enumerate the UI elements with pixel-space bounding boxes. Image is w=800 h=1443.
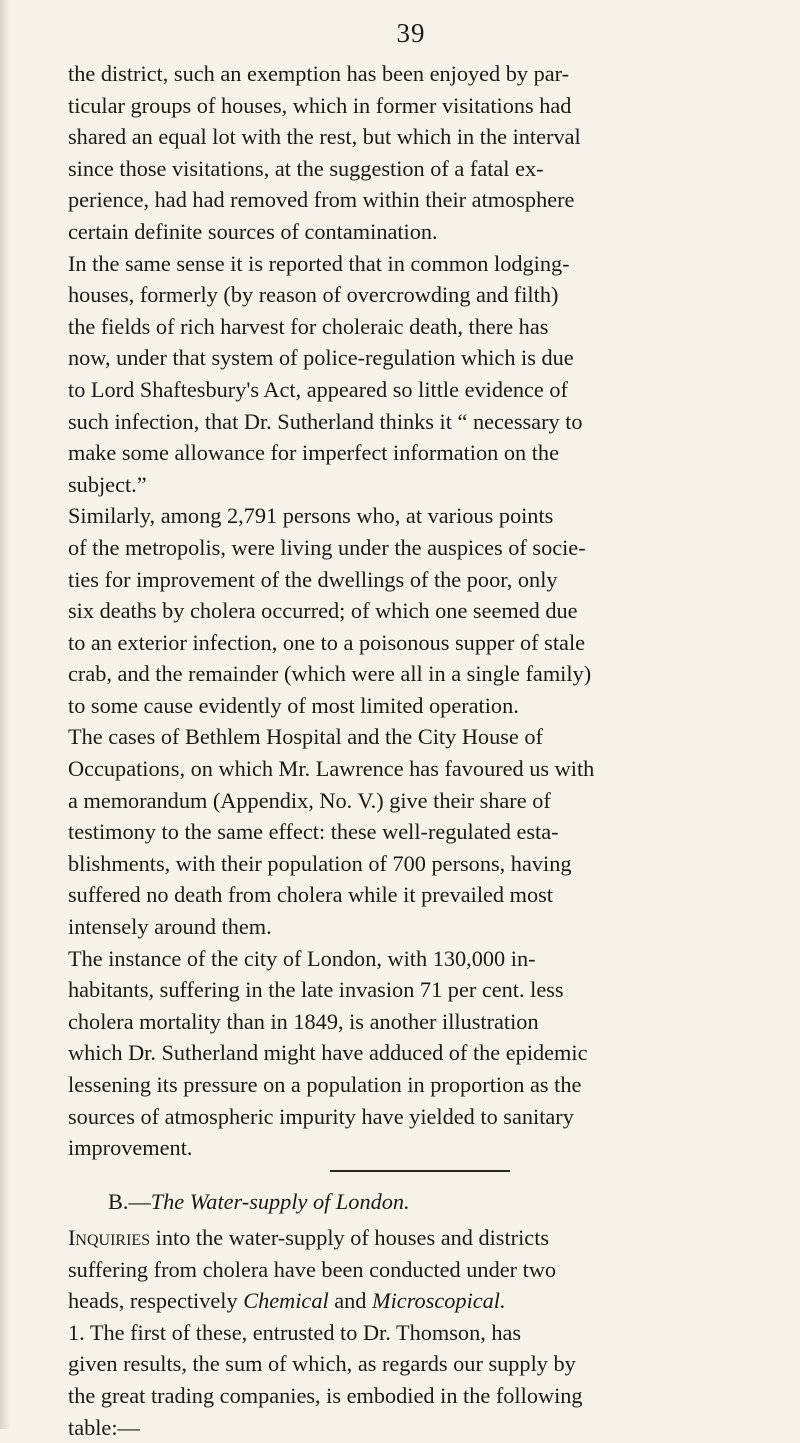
text-line: lessening its pressure on a population in proportion as the (68, 1072, 582, 1097)
text-line: 1. The first of these, entrusted to Dr. Thomson, has (68, 1319, 522, 1345)
text-line: improvement. (68, 1135, 193, 1161)
text-line: houses, formerly (by reason of overcrowding and filth) (68, 282, 559, 308)
text-line: testimony to the same effect: these well-regulated esta- (68, 819, 559, 845)
text-line: perience, had had removed from within their atmosphere (68, 187, 575, 213)
text-line: a memorandum (Appendix, No. V.) give their share of (68, 787, 551, 813)
text-line: sources of atmospheric impurity have yielded to sanitary (68, 1103, 574, 1129)
text-line: to an exterior infection, one to a poisonous supper of stale (68, 629, 586, 655)
text-line: ticular groups of houses, which in former visitations had (68, 92, 572, 118)
italic-term: Microscopical. (372, 1288, 506, 1314)
text-line: Similarly, among 2,791 persons who, at various points (68, 503, 554, 529)
text-line: suffering from cholera have been conducted under two (68, 1256, 557, 1282)
section-label: B.— (108, 1189, 151, 1214)
text-line (68, 1285, 768, 1317)
text-line: the fields of rich harvest for choleraic death, there has (68, 313, 549, 339)
text-line: table:— (68, 1414, 140, 1440)
text-line: which Dr. Sutherland might have adduced of the epidemic (68, 1040, 588, 1066)
text-line: intensely around them. (68, 914, 272, 940)
drop-word: Inquiries (68, 1225, 151, 1250)
text-line: such infection, that Dr. Sutherland thinks it “ necessary to (68, 408, 583, 434)
text-line: since those visitations, at the suggestion of a fatal ex- (68, 155, 544, 181)
text-line: suffered no death from cholera while it prevailed most (68, 882, 554, 908)
text-line: the great trading companies, is embodied in the following (68, 1382, 583, 1408)
text-fragment: into the water-supply of houses and districts (150, 1225, 550, 1250)
italic-term: Chemical (243, 1288, 329, 1314)
text-line: habitants, suffering in the late invasion 71 per cent. less (68, 977, 564, 1003)
section-title: The Water-supply of London. (150, 1189, 410, 1214)
text-line: given results, the sum of which, as regards our supply by (68, 1351, 576, 1377)
text-line: blishments, with their population of 700 persons, having (68, 850, 572, 876)
text-line: Occupations, on which Mr. Lawrence has favoured us with (68, 756, 595, 782)
text-line (68, 1222, 768, 1254)
text-line: The instance of the city of London, with 130,000 in- (68, 945, 536, 971)
text-fragment: heads, respectively (68, 1288, 244, 1314)
text-fragment: and (328, 1288, 373, 1314)
text-line: ties for improvement of the dwellings of the poor, only (68, 566, 558, 592)
text-line: now, under that system of police-regulation which is due (68, 345, 574, 371)
text-line: six deaths by cholera occurred; of which one seemed due (68, 598, 578, 624)
body-text-upper (68, 58, 768, 1164)
text-line: In the same sense it is reported that in common lodging- (68, 250, 570, 276)
text-line: to some cause evidently of most limited operation. (68, 692, 519, 718)
text-line: make some allowance for imperfect information on the (68, 440, 559, 466)
text-line: to Lord Shaftesbury's Act, appeared so little evidence of (68, 376, 568, 402)
body-text-lower (68, 1222, 768, 1443)
text-line: subject.” (68, 471, 147, 497)
section-divider-rule (330, 1170, 510, 1172)
text-line: the district, such an exemption has been enjoyed by par- (68, 61, 570, 86)
page-left-edge (0, 0, 10, 1429)
text-line: certain definite sources of contamination. (68, 218, 438, 244)
text-line: crab, and the remainder (which were all in a single family) (68, 661, 592, 687)
text-line: of the metropolis, were living under the auspices of socie- (68, 534, 586, 560)
text-line: shared an equal lot with the rest, but which in the interval (68, 124, 581, 150)
section-heading (108, 1186, 768, 1218)
page-number: 39 (396, 18, 426, 48)
text-line: cholera mortality than in 1849, is another illustration (68, 1008, 539, 1034)
text-line: The cases of Bethlem Hospital and the City House of (68, 724, 543, 750)
